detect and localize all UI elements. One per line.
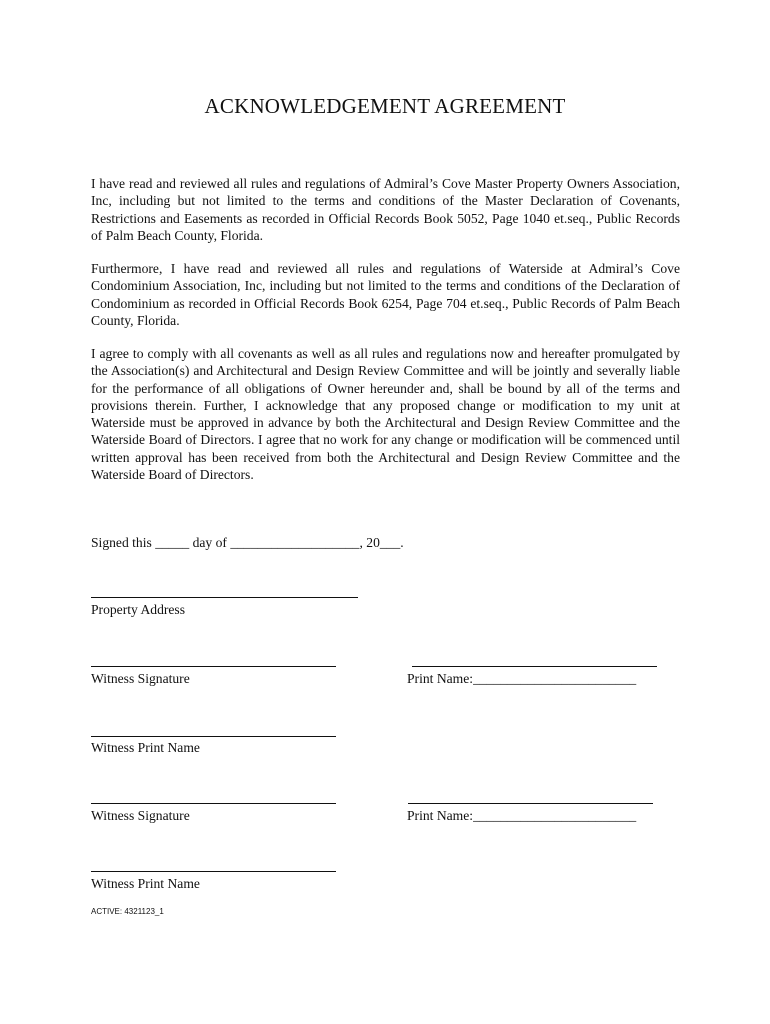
witness-print-name-label-1: Witness Print Name [91,740,200,755]
witness-signature-rule-1 [91,666,336,667]
signed-date-line: Signed this _____ day of ___________________, 20___. [91,535,404,550]
print-name-label-1: Print Name:________________________ [407,671,637,686]
document-title: ACKNOWLEDGEMENT AGREEMENT [204,94,566,118]
property-address-label: Property Address [91,602,186,617]
paragraph-master-declaration: I have read and reviewed all rules and regulations of Admiral’s Cove Master Property Owners Association, Inc, including but not limited to the terms and conditions of the Master Declaration of Covenants, Restrictions and Easements as recorded in Official Records Book 5052, Page 1040 et.seq., Public Records of Palm Beach County, Florida. [91,176,680,243]
witness-print-name-rule-2 [91,871,336,872]
print-name-label-2: Print Name:________________________ [407,808,637,823]
paragraph-condominium-declaration: Furthermore, I have read and reviewed all rules and regulations of Waterside at Admiral’s Cove Condominium Association, Inc, including but not limited to the terms and conditions of the Declaration of Condominium as recorded in Official Records Book 6254, Page 704 et.seq., Public Records of Palm Beach County, Florida. [91,261,680,328]
owner-signature-rule-1 [412,666,657,667]
witness-print-name-rule-1 [91,736,336,737]
witness-signature-label-1: Witness Signature [91,671,190,686]
witness-print-name-label-2: Witness Print Name [91,876,200,891]
property-address-rule [91,597,358,598]
owner-signature-rule-2 [408,803,653,804]
witness-signature-rule-2 [91,803,336,804]
paragraph-compliance-agreement: I agree to comply with all covenants as well as all rules and regulations now and hereafter promulgated by the Association(s) and Architectural and Design Review Committee and will be jointly and severally liable for the performance of all obligations of Owner hereunder and, shall be bound by all of the terms and provisions therein. Further, I acknowledge that any proposed change or modification to my unit at Waterside must be approved in advance by both the Architectural and Design Review Committee and the Waterside Board of Directors. I agree that no work for any change or modification will be commenced until written approval has been received from both the Architectural and Design Review Committee and the Waterside Board of Directors. [91,346,680,483]
witness-signature-label-2: Witness Signature [91,808,190,823]
footer-document-code: ACTIVE: 4321123_1 [91,907,164,916]
